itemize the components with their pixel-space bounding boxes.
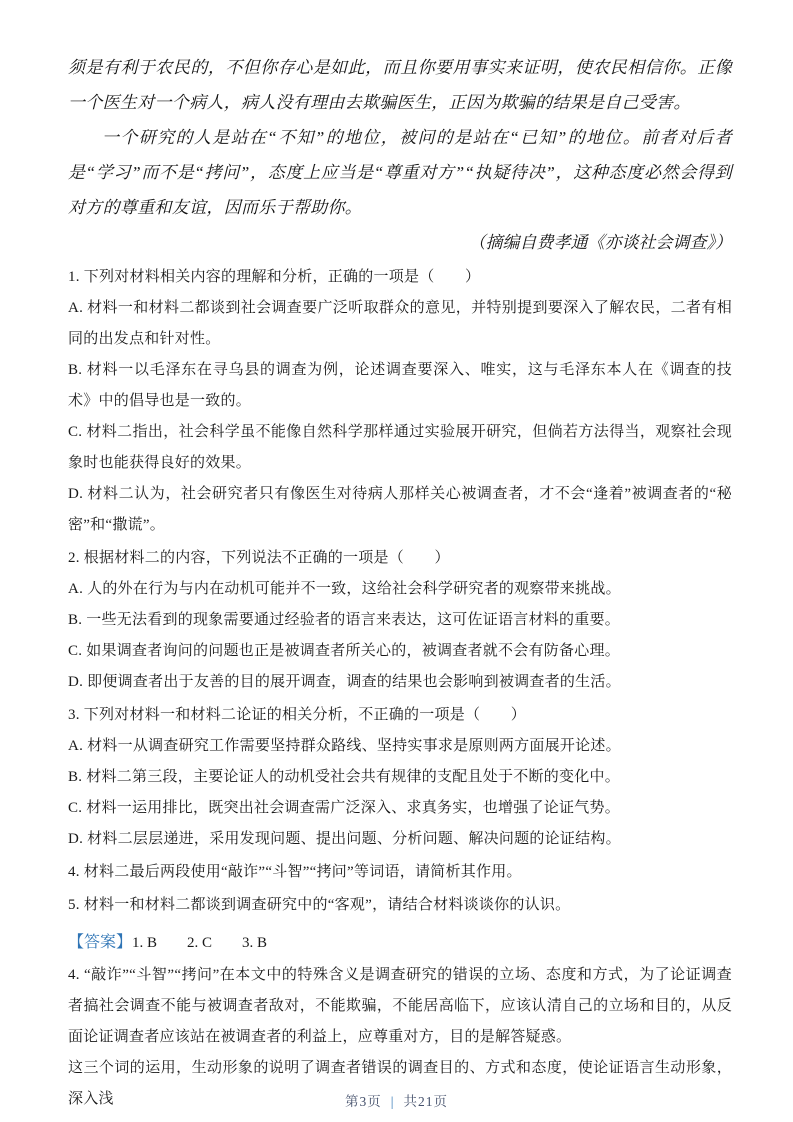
option-b: B. 一些无法看到的现象需要通过经验者的语言来表达，这可佐证语言材料的重要。 xyxy=(68,612,621,628)
reading-paragraph: 须是有利于农民的，不但你存心是如此，而且你要用事实来证明，使农民相信你。正像一个医生对一个病人，病人没有理由去欺骗医生，正因为欺骗的结果是自己受害。 xyxy=(68,58,732,112)
question-stem: 5. 材料一和材料二都谈到调查研究中的“客观”，请结合材料谈谈你的认识。 xyxy=(68,897,571,913)
option-c: C. 材料一运用排比，既突出社会调查需广泛深入、求真务实，也增强了论证气势。 xyxy=(68,800,621,816)
answer-key-row xyxy=(68,926,732,960)
reading-material xyxy=(68,50,732,260)
question-stem: 1. 下列对材料相关内容的理解和分析，正确的一项是（ ） xyxy=(68,269,481,285)
answer-item-3: 3. B xyxy=(242,935,268,951)
option-a: A. 人的外在行为与内在动机可能并不一致，这给社会科学研究者的观察带来挑战。 xyxy=(68,581,621,597)
option-a: A. 材料一和材料二都谈到社会调查要广泛听取群众的意见，并特别提到要深入了解农民，二者有相同的出发点和针对性。 xyxy=(68,300,732,347)
footer-separator: | xyxy=(390,1094,395,1109)
option-d: D. 材料二认为，社会研究者只有像医生对待病人那样关心被调查者，才不会“逢着”被调查者的“秘密”和“撒谎”。 xyxy=(68,486,732,533)
question-stem: 2. 根据材料二的内容，下列说法不正确的一项是（ ） xyxy=(68,550,450,566)
footer-page-number: 第3页 xyxy=(345,1094,382,1109)
option-c: C. 如果调查者询问的问题也正是被调查者所关心的，被调查者就不会有防备心理。 xyxy=(68,643,621,659)
page-footer xyxy=(0,1090,793,1110)
answer-item-1: 1. B xyxy=(132,935,158,951)
question-3 xyxy=(68,700,732,855)
question-stem: 3. 下列对材料一和材料二论证的相关分析，不正确的一项是（ ） xyxy=(68,707,527,723)
option-c: C. 材料二指出，社会科学虽不能像自然科学那样通过实验展开研究，但倘若方法得当，观察社会现象时也能获得良好的效果。 xyxy=(68,424,732,471)
option-b: B. 材料一以毛泽东在寻乌县的调查为例，论述调查要深入、唯实，这与毛泽东本人在《调查的技术》中的倡导也是一致的。 xyxy=(68,362,732,409)
answer-label: 【答案】 xyxy=(68,934,133,951)
page-content xyxy=(68,50,732,1115)
option-a: A. 材料一从调查研究工作需要坚持群众路线、坚持实事求是原则两方面展开论述。 xyxy=(68,738,621,754)
option-d: D. 即便调查者出于友善的目的展开调查，调查的结果也会影响到被调查者的生活。 xyxy=(68,674,621,690)
explanation-paragraph: 4. “敲诈”“斗智”“拷问”在本文中的特殊含义是调查研究的错误的立场、态度和方式，为了论证调查者搞社会调查不能与被调查者敌对，不能欺骗，不能居高临下，应该认清自己的立场和目的，从反面论证调查者应该站在被调查者的利益上，应尊重对方，目的是解答疑惑。 xyxy=(68,967,732,1045)
question-5 xyxy=(68,890,732,921)
explanation-paragraph: 这三个词的运用，生动形象的说明了调查者错误的调查目的、方式和态度，使论证语言生动形象，深入浅 xyxy=(68,1060,732,1107)
footer-total-pages: 共21页 xyxy=(403,1094,448,1109)
option-d: D. 材料二层层递进，采用发现问题、提出问题、分析问题、解决问题的论证结构。 xyxy=(68,831,621,847)
question-4 xyxy=(68,857,732,888)
option-b: B. 材料二第三段，主要论证人的动机受社会共有规律的支配且处于不断的变化中。 xyxy=(68,769,621,785)
reading-source-attribution: （摘编自费孝通《亦谈社会调查》） xyxy=(468,233,732,252)
reading-paragraph: 一个研究的人是站在“不知”的地位，被问的是站在“已知”的地位。前者对后者是“学习”而不是“拷问”，态度上应当是“尊重对方”“执疑待决”，这种态度必然会得到对方的尊重和友谊，因而乐于帮助你。 xyxy=(68,128,732,217)
answer-item-2: 2. C xyxy=(187,935,213,951)
question-stem: 4. 材料二最后两段使用“敲诈”“斗智”“拷问”等词语，请简析其作用。 xyxy=(68,864,522,880)
question-2 xyxy=(68,543,732,698)
question-1 xyxy=(68,262,732,541)
